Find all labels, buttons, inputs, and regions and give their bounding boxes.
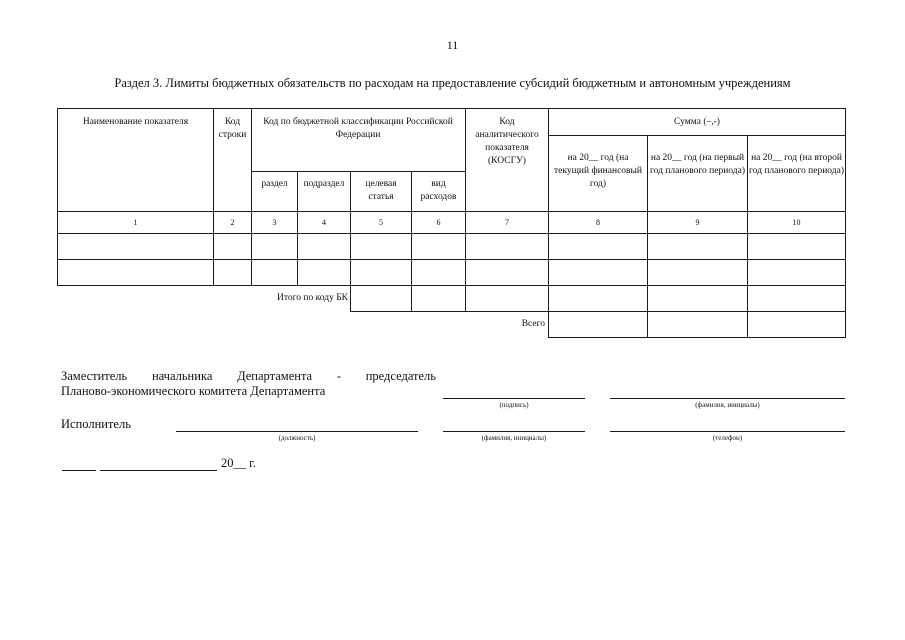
- table-line: [57, 108, 58, 285]
- deputy-title-line2: Планово-экономического комитета Департамента: [61, 384, 326, 398]
- date-day-line: [62, 470, 96, 471]
- column-number: 9: [695, 218, 700, 227]
- date-year: 20__ г.: [221, 456, 256, 470]
- table-line: [57, 211, 846, 212]
- header-subsection: подраздел: [303, 179, 345, 189]
- section-title: Раздел 3. Лимиты бюджетных обязательств по расходам на предоставление субсидий бюджетным и автономным учреждениям: [114, 76, 791, 90]
- date-month-line: [100, 470, 217, 471]
- column-number: 6: [436, 218, 441, 227]
- caption-signature: (подпись): [499, 401, 529, 409]
- column-number: 2: [230, 218, 235, 227]
- caption-position: (должность): [278, 434, 316, 442]
- page-number: 11: [446, 38, 459, 52]
- table-line: [57, 233, 846, 234]
- header-analytic-code: Код аналитического показателя (КОСГУ): [475, 117, 539, 166]
- name-line: [610, 398, 845, 399]
- table-line: [845, 108, 846, 337]
- table-line: [465, 108, 466, 311]
- header-year-second: на 20__ год (на второй год планового периода): [749, 153, 844, 176]
- header-expense-type: вид расходов: [420, 179, 457, 202]
- deputy-title-line1: Заместитель начальника Департамента - председатель: [61, 369, 436, 383]
- header-sum: Сумма (–,-): [674, 117, 720, 127]
- table-line: [57, 259, 846, 260]
- table-line: [647, 135, 648, 337]
- header-target-item: целевая статья: [365, 179, 397, 202]
- header-bk-code: Код по бюджетной классификации Российской Федерации: [263, 117, 453, 140]
- table-line: [251, 108, 252, 285]
- caption-name: (фамилия, инициалы): [695, 401, 760, 409]
- signature-line: [443, 398, 585, 399]
- header-year-first: на 20__ год (на первый год планового периода): [650, 153, 745, 176]
- table-line: [57, 108, 846, 109]
- caption-name2: (фамилия, инициалы): [481, 434, 547, 442]
- total-bk-label: Итого по коду БК: [277, 293, 348, 303]
- column-number: 7: [505, 218, 509, 227]
- table-line: [57, 285, 846, 286]
- executor-label: Исполнитель: [61, 417, 131, 431]
- header-name: Наименование показателя: [82, 117, 189, 127]
- caption-phone: (телефон): [712, 434, 743, 442]
- column-number: 5: [379, 218, 383, 227]
- table-line: [350, 171, 351, 311]
- column-number: 8: [596, 218, 600, 227]
- phone-line: [610, 431, 845, 432]
- executor-name-line: [443, 431, 585, 432]
- table-line: [548, 135, 846, 136]
- header-year-current: на 20__ год (на текущий финансовый год): [553, 153, 642, 189]
- column-number: 4: [322, 218, 326, 227]
- position-line: [176, 431, 418, 432]
- total-label: Всего: [521, 319, 545, 329]
- header-section: раздел: [261, 179, 288, 189]
- table-line: [411, 171, 412, 311]
- table-line: [548, 337, 846, 338]
- column-number: 10: [792, 218, 801, 227]
- header-row-code: Код строки: [218, 117, 247, 140]
- table-line: [251, 171, 465, 172]
- table-line: [350, 311, 846, 312]
- column-number: 3: [272, 218, 277, 227]
- column-number: 1: [133, 218, 138, 227]
